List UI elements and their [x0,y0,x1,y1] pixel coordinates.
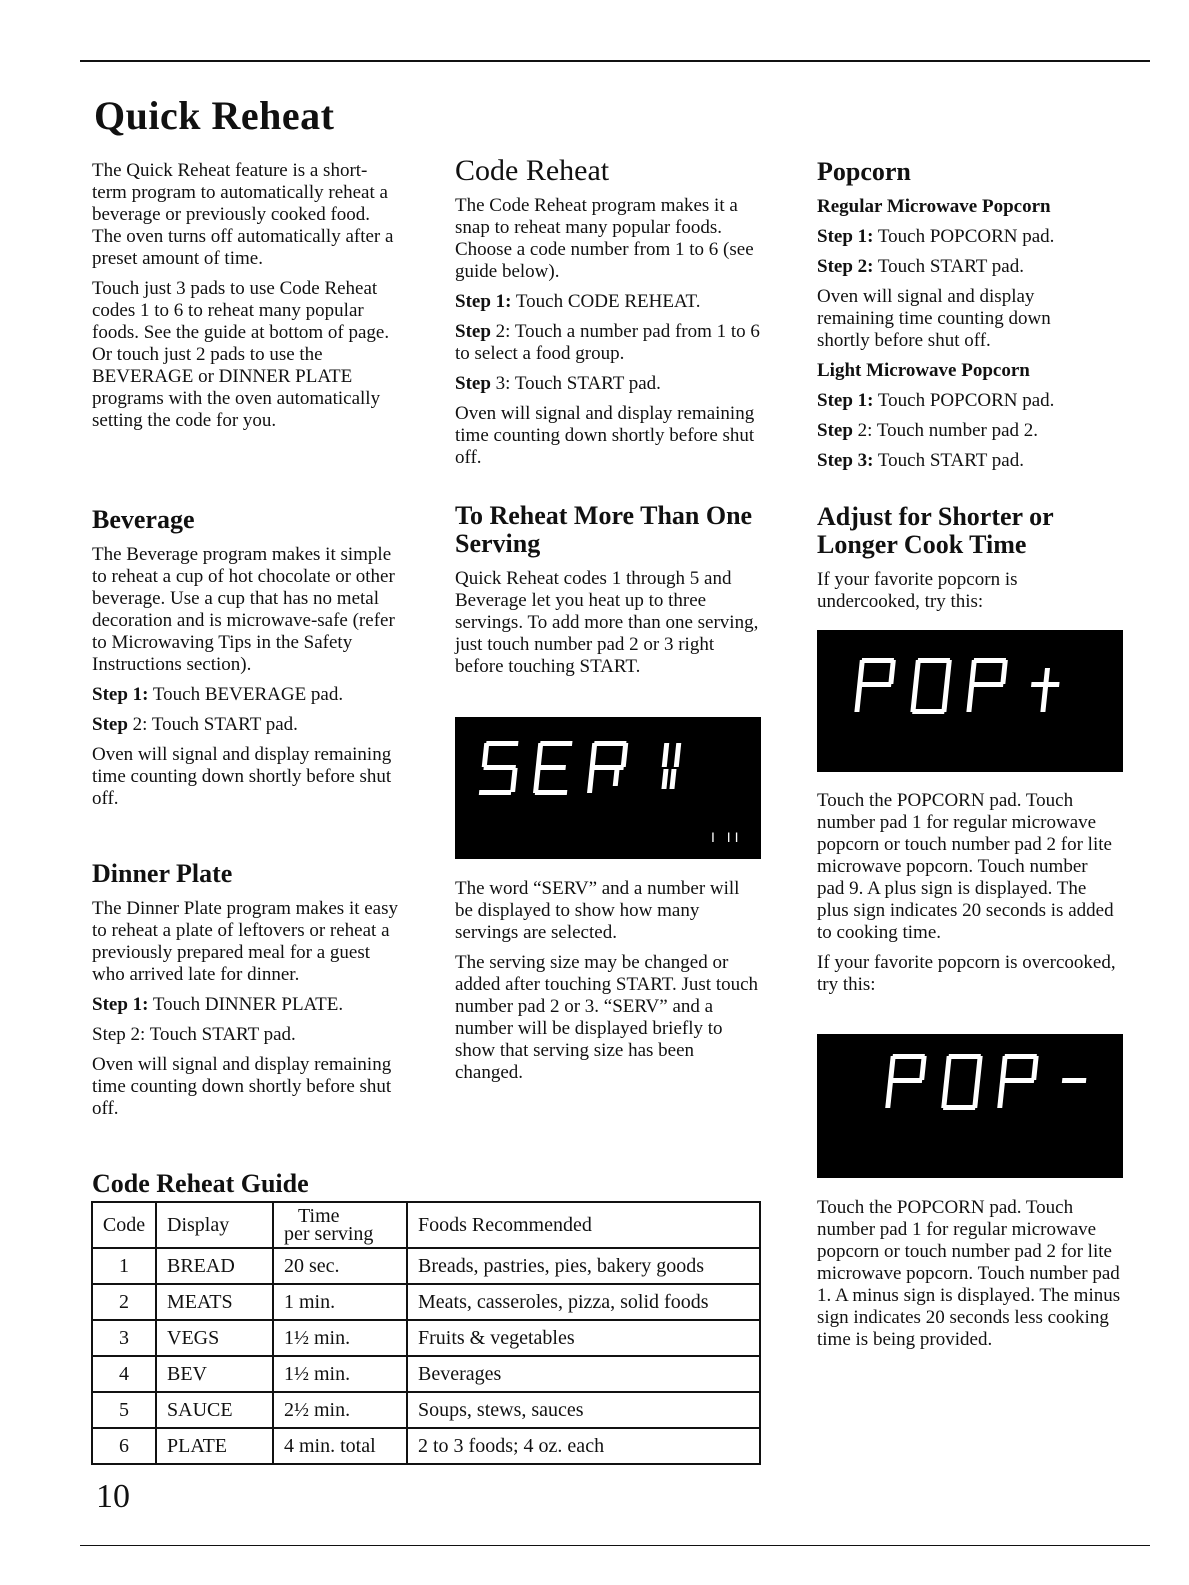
step-label: Step 1: [817,390,874,411]
header-foods: Foods Recommended [407,1202,760,1248]
step-label: Step 2: [817,256,874,277]
table-row [92,1428,760,1464]
table-row [92,1320,760,1356]
step-label: Step 3: [817,450,874,471]
cell-display: BEV [156,1356,273,1392]
step-label: Step [817,420,853,441]
serv-explanation-1: The word “SERV” and a number will be displayed to show how many servings are selected. [455,878,740,943]
dinner-plate-heading: Dinner Plate [92,859,233,888]
column-1 [92,160,397,440]
popcorn-section [817,158,1107,480]
bottom-rule [80,1545,1150,1546]
table-row [92,1248,760,1284]
code-reheat-guide-table [91,1201,761,1465]
beverage-heading: Beverage [92,505,195,534]
header-display: Display [156,1202,273,1248]
dinner-plate-text: The Dinner Plate program makes it easy to reheat a plate of leftovers or reheat a previously prepared meal for a guest who arrived late for dinner. [92,898,399,985]
undercooked-text: If your favorite popcorn is undercooked, try this: [817,569,1018,612]
table-row [92,1392,760,1428]
dinner-plate-note: Oven will signal and display remaining time counting down shortly before shut off. [92,1054,392,1119]
table-header-row [92,1202,760,1248]
cell-display: BREAD [156,1248,273,1284]
serv-display-small-text: I II [711,829,743,845]
light-popcorn-step-2: Step 2: Touch number pad 2. [817,420,1039,441]
cell-foods: Meats, casseroles, pizza, solid foods [407,1284,760,1320]
code-reheat-heading: Code Reheat [455,154,610,187]
pop-minus-display-image [817,1034,1123,1178]
cell-code: 5 [92,1392,156,1428]
more-than-one-heading: To Reheat More Than One Serving [455,501,753,558]
beverage-step-1: Step 1: Touch BEVERAGE pad. [92,684,344,705]
cell-code: 6 [92,1428,156,1464]
light-popcorn-step-1: Step 1: Touch POPCORN pad. [817,390,1055,411]
cell-time: 2½ min. [273,1392,407,1428]
cell-foods: Beverages [407,1356,760,1392]
table-row [92,1356,760,1392]
code-reheat-text: The Code Reheat program makes it a snap to reheat many popular foods. Choose a code number from 1 to 6 (see guide below). [455,195,754,282]
adjust-heading: Adjust for Shorter or Longer Cook Time [817,502,1054,559]
cell-code: 4 [92,1356,156,1392]
code-reheat-section [455,155,765,477]
step-label: Step 1: [92,684,149,705]
cell-foods: Fruits & vegetables [407,1320,760,1356]
intro-paragraph-1: The Quick Reheat feature is a short-term program to automatically reheat a beverage or previously cooked food. The oven turns off automatically after a preset amount of time. [92,160,394,269]
cell-foods: Breads, pastries, pies, bakery goods [407,1248,760,1284]
serv-explanation-2: The serving size may be changed or added after touching START. Just touch number pad 2 or 3. “SERV” and a number will be displayed briefly to show that serving size has been changed. [455,952,759,1083]
beverage-section [92,506,397,818]
cell-time: 20 sec. [273,1248,407,1284]
light-popcorn-step-3: Step 3: Touch START pad. [817,450,1024,471]
step-label: Step 1: [455,291,512,312]
code-reheat-step-1: Step 1: Touch CODE REHEAT. [455,291,701,312]
plus-explanation [817,790,1117,1004]
pop-plus-display-image [817,630,1123,772]
intro-paragraph-2: Touch just 3 pads to use Code Reheat codes 1 to 6 to reheat many popular foods. See the guide at bottom of page. Or touch just 2 pads to use the BEVERAGE or DINNER PLATE programs with the oven automatically setting the code for you. [92,278,390,431]
light-popcorn-heading: Light Microwave Popcorn [817,360,1030,381]
cell-time: 1½ min. [273,1320,407,1356]
cell-code: 1 [92,1248,156,1284]
dinner-plate-section [92,860,402,1128]
code-reheat-note: Oven will signal and display remaining time counting down shortly before shut off. [455,403,755,468]
adjust-section [817,503,1117,621]
cell-code: 3 [92,1320,156,1356]
cell-code: 2 [92,1284,156,1320]
guide-heading: Code Reheat Guide [92,1169,309,1198]
beverage-note: Oven will signal and display remaining time counting down shortly before shut off. [92,744,392,809]
header-code: Code [92,1202,156,1248]
pop-plus-display-digits [817,630,1123,772]
serv-explanation [455,878,760,1092]
overcooked-text: If your favorite popcorn is overcooked, try this: [817,952,1116,995]
more-than-one-section [455,502,760,686]
header-time: Time per serving [273,1202,407,1248]
regular-popcorn-heading: Regular Microwave Popcorn [817,196,1051,217]
page-title: Quick Reheat [94,93,335,138]
serv-display-image [455,717,761,859]
cell-time: 1 min. [273,1284,407,1320]
cell-display: VEGS [156,1320,273,1356]
page-number: 10 [96,1478,130,1515]
code-reheat-step-3: Step 3: Touch START pad. [455,373,661,394]
regular-popcorn-step-2: Step 2: Touch START pad. [817,256,1024,277]
cell-display: SAUCE [156,1392,273,1428]
code-reheat-step-2: Step 2: Touch a number pad from 1 to 6 to select a food group. [455,321,760,364]
cell-foods: 2 to 3 foods; 4 oz. each [407,1428,760,1464]
step-label: Step 1: [92,994,149,1015]
beverage-step-2: Step 2: Touch START pad. [92,714,298,735]
more-than-one-text: Quick Reheat codes 1 through 5 and Beverage let you heat up to three servings. To add more than one serving, just touch number pad 2 or 3 right before touching START. [455,568,759,677]
beverage-text: The Beverage program makes it simple to reheat a cup of hot chocolate or other beverage. Use a cup that has no metal decoration and is microwave-safe (refer to Microwaving Tips in the Safety Instructions section). [92,544,395,675]
popcorn-note: Oven will signal and display remaining time counting down shortly before shut off. [817,286,1051,351]
cell-time: 1½ min. [273,1356,407,1392]
cell-display: PLATE [156,1428,273,1464]
plus-explanation-text: Touch the POPCORN pad. Touch number pad 1 for regular microwave popcorn or touch number pad 2 for lite microwave popcorn. Touch number pad 9. A plus sign is displayed. The plus sign indicates 20 seconds is added to cooking time. [817,790,1114,943]
minus-explanation-text: Touch the POPCORN pad. Touch number pad 1 for regular microwave popcorn or touch number pad 2 for lite microwave popcorn. Touch number pad 1. A minus sign is displayed. The minus sign indicates 20 seconds less cooking time is being provided. [817,1197,1121,1350]
minus-explanation [817,1197,1122,1359]
cell-foods: Soups, stews, sauces [407,1392,760,1428]
step-label: Step 1: [817,226,874,247]
dinner-plate-step-2: Step 2: Touch START pad. [92,1024,296,1045]
step-label: Step [455,373,491,394]
cell-time: 4 min. total [273,1428,407,1464]
pop-minus-display-digits [817,1034,1123,1178]
top-rule [80,60,1150,62]
table-row [92,1284,760,1320]
regular-popcorn-step-1: Step 1: Touch POPCORN pad. [817,226,1055,247]
step-label: Step [455,321,491,342]
dinner-plate-step-1: Step 1: Touch DINNER PLATE. [92,994,344,1015]
popcorn-heading: Popcorn [817,157,911,186]
step-label: Step [92,714,128,735]
cell-display: MEATS [156,1284,273,1320]
